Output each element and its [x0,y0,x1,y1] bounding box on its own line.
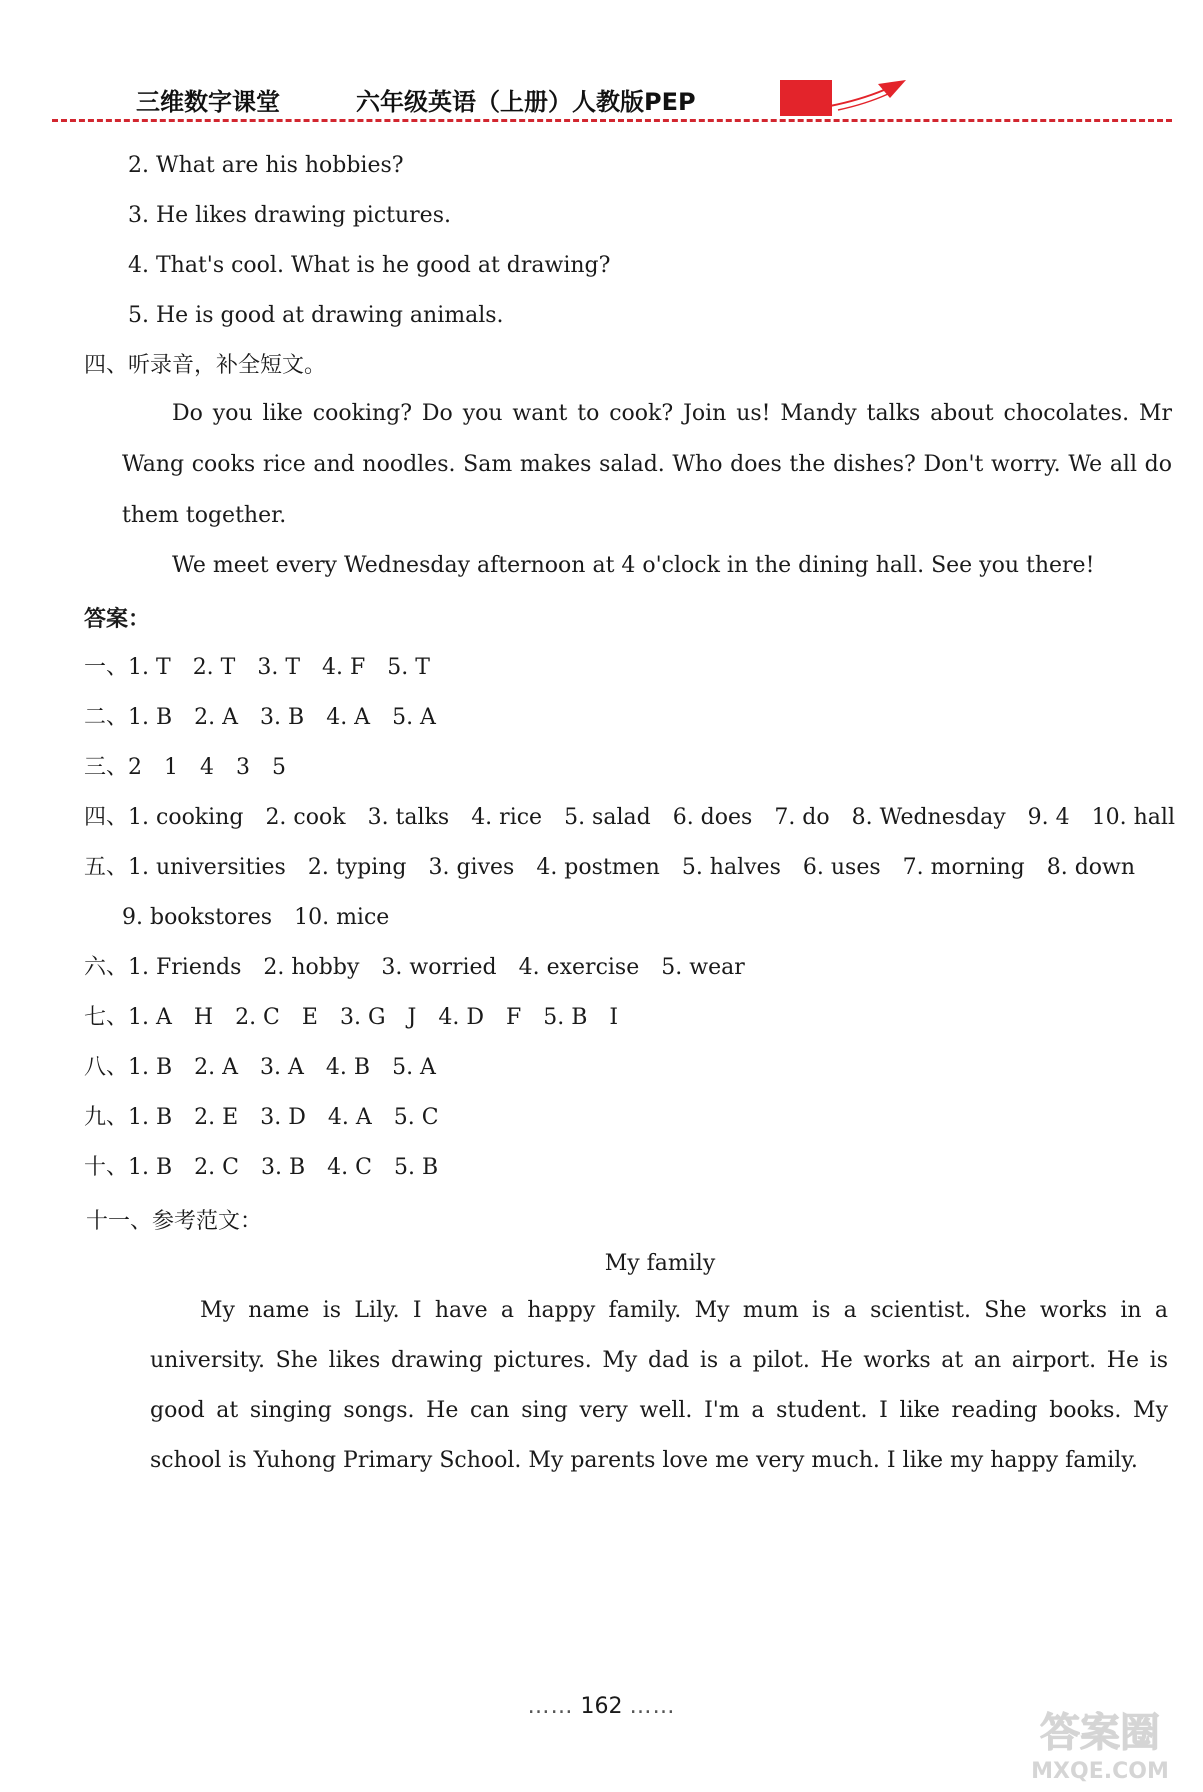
answer-row [84,954,767,982]
answer-item: 2. typing [307,855,407,880]
answer-section-label: 九、 [84,1105,129,1130]
answer-item: 5. halves [681,855,781,880]
answer-item: 3 [236,755,251,780]
answer-item: 9. 4 [1027,805,1070,830]
answer-item: 3. D [260,1105,306,1130]
answer-item: 3. B [261,1155,306,1180]
rocket-logo-icon [780,76,910,120]
essay-label: 十一、参考范文： [86,1209,263,1234]
answer-section-label: 五、 [84,855,129,880]
answer-item: 1 [164,755,179,780]
answer-item: 3. G [339,1005,386,1030]
section4-paragraph: Do you like cooking? Do you want to cook? Join us! Mandy talks about chocolates. Mr Wang cooks rice and noodles. Sam makes salad. Who does the dishes? Don't worry. We all do them together. [122,401,1172,528]
answer-item: 1. B [128,705,173,730]
answer-row [84,854,1157,882]
answer-row [84,654,452,682]
answer-section-label: 三、 [84,755,129,780]
answer-item: 2. cook [265,805,346,830]
answer-item: 3. B [260,705,305,730]
answer-item: 5. B [543,1005,588,1030]
answer-item: 3. gives [428,855,515,880]
answer-item: 1. universities [128,855,286,880]
answer-row [84,1154,460,1182]
answer-item: 3. worried [381,955,497,980]
dialogue-line: 4. That's cool. What is he good at drawing? [128,253,611,278]
header-book-title: 六年级英语（上册）人教版PEP [356,88,696,116]
dialogue-line: 5. He is good at drawing animals. [128,303,504,328]
answer-item: 4. exercise [518,955,640,980]
answer-row [84,804,1197,832]
answer-item: 5. salad [564,805,651,830]
answer-item: 5. T [387,655,430,680]
answer-item: 10. mice [294,905,390,930]
answer-item: 5 [272,755,287,780]
answer-section-label: 六、 [84,955,129,980]
answer-row [84,754,308,782]
answer-item: 5. C [393,1105,439,1130]
answer-item: J [407,1005,417,1030]
answer-item: 5. B [393,1155,439,1180]
answer-section-label: 一、 [84,655,129,680]
answer-item: 1. A [128,1005,172,1030]
header-dashed-rule [52,119,1172,122]
answer-item: F [505,1005,522,1030]
header-series-title: 三维数字课堂 [136,88,280,116]
dialogue-line: 2. What are his hobbies? [128,153,404,178]
answer-item: 1. B [128,1155,173,1180]
answer-item: 1. T [128,655,171,680]
answer-item: 2 [128,755,143,780]
answer-item: 2. hobby [263,955,360,980]
answer-row [84,704,458,732]
page-number: 162 [580,1694,623,1719]
answer-section-label: 七、 [84,1005,129,1030]
footer-dots: …… [527,1694,574,1719]
watermark-logo [1005,1702,1195,1786]
answer-item: 2. E [194,1105,239,1130]
answer-item: 5. A [392,1055,436,1080]
answer-item: 2. T [192,655,236,680]
section4-paragraph: We meet every Wednesday afternoon at 4 o'clock in the dining hall. See you there! [172,553,1095,578]
answer-row [84,1104,461,1132]
footer-dots: …… [629,1694,676,1719]
section4-title: 四、听录音，补全短文。 [84,353,327,378]
answer-item: 4. D [438,1005,484,1030]
answer-item: 6. uses [802,855,881,880]
page-header [0,0,1203,130]
svg-text:MXQE.COM: MXQE.COM [1031,1759,1169,1784]
answer-item: E [301,1005,318,1030]
answer-item: 2. C [194,1155,239,1180]
answer-item: 4. A [326,705,371,730]
answer-item: 4. postmen [536,855,660,880]
answer-item: 3. talks [367,805,450,830]
answer-item: 3. T [257,655,301,680]
svg-text:答案圈: 答案圈 [1040,1710,1160,1756]
answer-item: 4 [200,755,215,780]
answer-item: 4. A [327,1105,372,1130]
answer-item: 1. B [128,1105,173,1130]
answer-item: I [609,1005,619,1030]
answer-item: 2. A [194,705,239,730]
answer-item: 6. does [672,805,753,830]
answer-item: 4. C [327,1155,372,1180]
answer-item: 10. hall [1091,805,1175,830]
answer-item: 3. A [260,1055,304,1080]
essay-body: My name is Lily. I have a happy family. My mum is a scientist. She works in a university. She likes drawing pictures. My dad is a pilot. He works at an airport. He is good at singing songs. He can sing very well. I'm a student. I like reading books. My school is Yuhong Primary School. My parents love me very much. I like my happy family. [150,1298,1168,1473]
answer-item: 5. wear [661,955,745,980]
answer-item: 4. rice [471,805,543,830]
answer-item: H [193,1005,214,1030]
answer-item: 1. B [128,1055,173,1080]
answer-row [122,904,411,932]
answer-item: 9. bookstores [122,905,273,930]
answer-section-label: 十、 [84,1155,129,1180]
answer-item: 8. down [1046,855,1136,880]
answer-item: 8. Wednesday [851,805,1006,830]
answer-item: 2. A [194,1055,239,1080]
answer-item: 5. A [392,705,436,730]
answer-item: 4. F [322,655,366,680]
dialogue-line: 3. He likes drawing pictures. [128,203,451,228]
answer-item: 1. cooking [128,805,244,830]
answer-item: 7. morning [902,855,1025,880]
essay-title: My family [604,1251,716,1276]
answer-section-label: 八、 [84,1055,129,1080]
answer-row [84,1004,640,1032]
answer-item: 7. do [774,805,830,830]
answer-item: 4. B [325,1055,371,1080]
answer-item: 1. Friends [128,955,242,980]
answer-item: 2. C [235,1005,280,1030]
answer-section-label: 四、 [84,805,129,830]
answer-section-label: 二、 [84,705,129,730]
answers-title: 答案： [84,607,151,632]
answer-row [84,1054,458,1082]
